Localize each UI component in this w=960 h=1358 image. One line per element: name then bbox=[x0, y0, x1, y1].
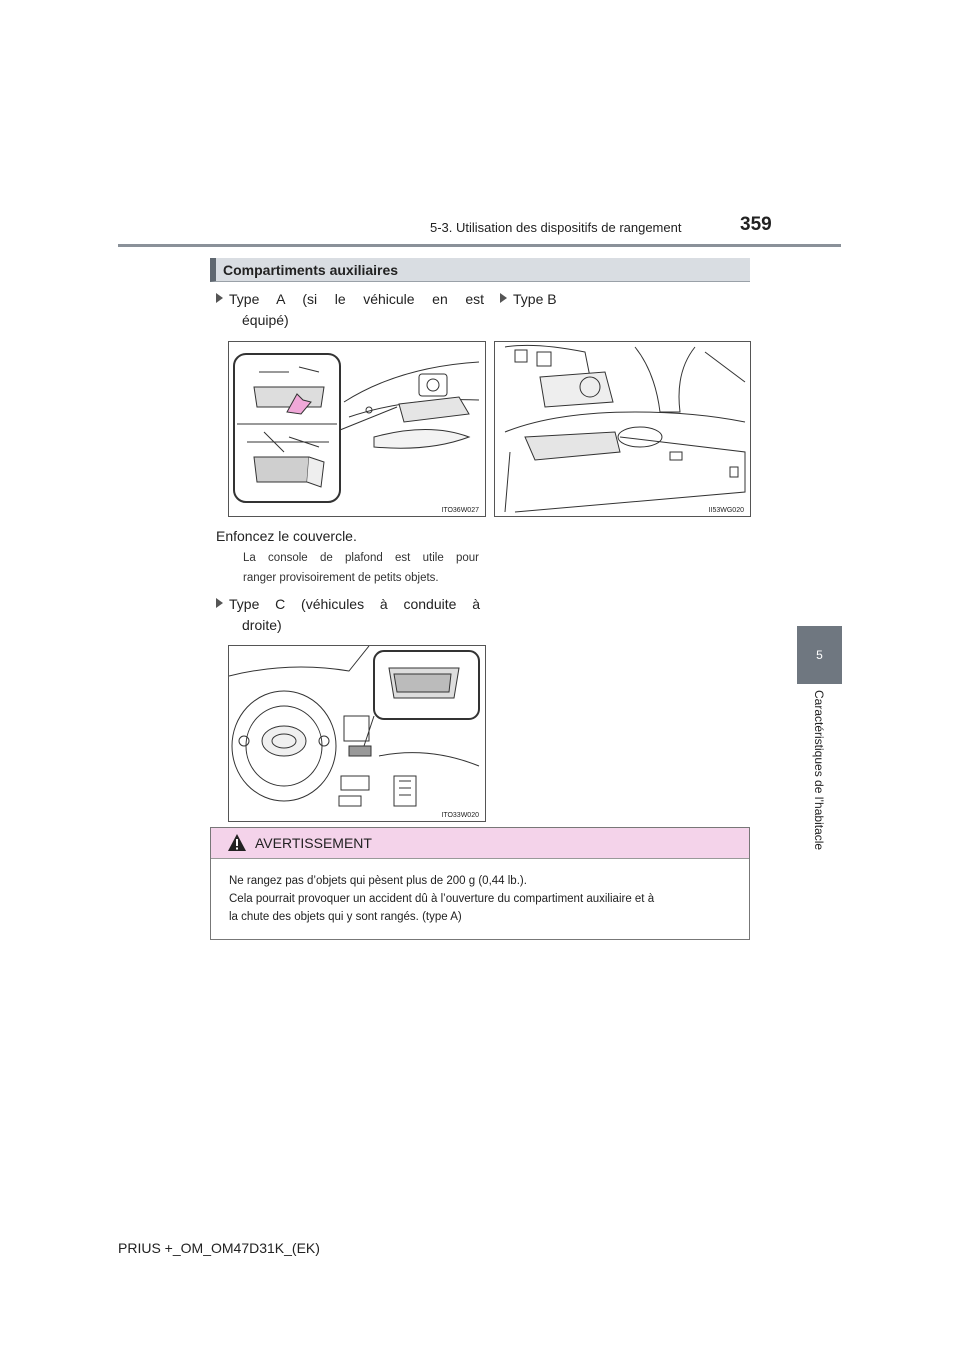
chapter-number: 5 bbox=[816, 648, 823, 662]
bullet-icon bbox=[216, 594, 229, 615]
type-a-note: La console de plafond est utile pour ranger provisoirement de petits objets. bbox=[243, 552, 479, 584]
page-number: 359 bbox=[740, 214, 772, 235]
warning-triangle-icon bbox=[227, 833, 247, 852]
chapter-tab bbox=[797, 626, 842, 684]
type-b-label: Type B bbox=[500, 289, 557, 310]
type-c-label: Type C (véhicules à conduite à droite) bbox=[216, 594, 480, 636]
warning-header bbox=[211, 828, 749, 859]
figure-type-c bbox=[228, 645, 486, 822]
header-section-title: 5-3. Utilisation des dispositifs de rangement bbox=[430, 220, 682, 235]
bullet-icon bbox=[500, 293, 507, 303]
warning-box bbox=[210, 827, 750, 940]
type-a-instruction: Enfoncez le couvercle. bbox=[216, 528, 357, 544]
warning-body: Ne rangez pas d’objets qui pèsent plus de 200 g (0,44 lb.). Cela pourrait provoquer un accident dû à l’ouverture du compartiment auxiliaire et à la chute des objets qui y sont rangés. (type A) bbox=[229, 875, 655, 923]
overhead-console-illustration bbox=[229, 342, 485, 516]
chapter-title: Caractéristiques de l’habitacle bbox=[812, 690, 826, 851]
type-a-label: Type A (si le véhicule en est équipé) bbox=[216, 289, 484, 331]
figure-type-b bbox=[494, 341, 751, 517]
header-divider bbox=[118, 244, 841, 247]
figure-type-a bbox=[228, 341, 486, 517]
figure-code: ITO33W020 bbox=[441, 812, 479, 819]
section-title: Compartiments auxiliaires bbox=[223, 262, 399, 278]
center-console-illustration bbox=[495, 342, 750, 516]
dashboard-compartment-illustration bbox=[229, 646, 485, 821]
warning-title: AVERTISSEMENT bbox=[255, 835, 372, 851]
footer-document-id: PRIUS +_OM_OM47D31K_(EK) bbox=[118, 1240, 320, 1256]
bullet-icon bbox=[216, 289, 229, 310]
figure-code: ITO36W027 bbox=[441, 507, 479, 514]
figure-code: II53WG020 bbox=[708, 507, 744, 514]
